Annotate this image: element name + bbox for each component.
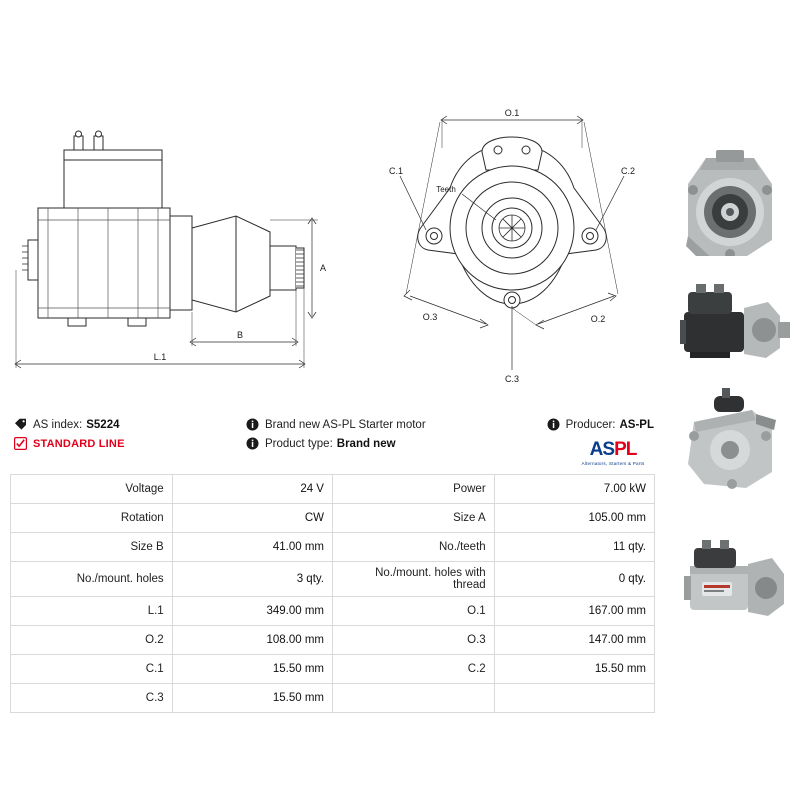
dim-label-C1: C.1 <box>388 166 404 176</box>
description-text: Brand new AS-PL Starter motor <box>265 418 426 431</box>
spec-key: Voltage <box>11 475 173 504</box>
front-view-svg <box>370 108 655 408</box>
spec-key: Size B <box>11 533 173 562</box>
spec-key: O.1 <box>332 597 494 626</box>
producer-group <box>546 418 654 431</box>
spec-key: C.1 <box>11 655 173 684</box>
logo-mark-pl: PL <box>614 439 637 460</box>
table-row <box>11 533 655 562</box>
product-info-block <box>14 418 654 456</box>
product-photo-rear[interactable] <box>660 516 800 656</box>
spec-key: No./mount. holes <box>11 562 173 597</box>
as-pl-logo <box>574 440 652 466</box>
logo-tagline: Alternators, Starters & Parts <box>581 461 645 466</box>
spec-value: 108.00 mm <box>172 626 332 655</box>
dim-label-O3: O.3 <box>422 312 438 322</box>
dim-label-C3: C.3 <box>504 374 520 384</box>
as-index-label: AS index: <box>33 418 83 431</box>
spec-key: Size A <box>332 504 494 533</box>
spec-value: CW <box>172 504 332 533</box>
photo-1-svg <box>660 136 800 276</box>
photo-2-svg <box>660 256 800 396</box>
spec-value-empty <box>494 684 654 713</box>
product-type-value: Brand new <box>336 437 396 450</box>
spec-key: Power <box>332 475 494 504</box>
photo-4-svg <box>660 516 800 656</box>
starter-front-view-drawing <box>370 108 655 408</box>
as-index-value: S5224 <box>86 418 120 431</box>
spec-key: O.2 <box>11 626 173 655</box>
teeth-label: Teeth <box>436 185 456 194</box>
info-icon-product-type <box>246 437 259 450</box>
table-row <box>11 626 655 655</box>
table-row <box>11 684 655 713</box>
technical-drawings <box>0 0 660 400</box>
product-photo-side-black[interactable] <box>660 256 800 396</box>
standard-line-badge: STANDARD LINE <box>33 437 125 450</box>
spec-value: 11 qty. <box>494 533 654 562</box>
producer-value: AS-PL <box>619 418 654 431</box>
spec-key: No./teeth <box>332 533 494 562</box>
spec-key: No./mount. holes with thread <box>332 562 494 597</box>
product-photo-angled[interactable] <box>660 376 800 516</box>
description-group <box>246 418 546 431</box>
spec-value: 147.00 mm <box>494 626 654 655</box>
photo-3-svg <box>660 376 800 516</box>
spec-value: 167.00 mm <box>494 597 654 626</box>
spec-key: C.2 <box>332 655 494 684</box>
spec-value: 41.00 mm <box>172 533 332 562</box>
table-row <box>11 475 655 504</box>
check-square-icon <box>14 437 27 450</box>
spec-value: 0 qty. <box>494 562 654 597</box>
spec-value: 349.00 mm <box>172 597 332 626</box>
product-type-group <box>246 437 546 450</box>
product-photo-front[interactable] <box>660 136 800 276</box>
table-row <box>11 504 655 533</box>
table-row <box>11 562 655 597</box>
standard-line-group <box>14 437 246 450</box>
spec-value: 24 V <box>172 475 332 504</box>
spec-value: 105.00 mm <box>494 504 654 533</box>
spec-value: 15.50 mm <box>494 655 654 684</box>
spec-key: O.3 <box>332 626 494 655</box>
dim-label-O2: O.2 <box>590 314 606 324</box>
dim-label-A: A <box>320 263 327 273</box>
spec-key: Rotation <box>11 504 173 533</box>
spec-key: L.1 <box>11 597 173 626</box>
info-row-primary <box>14 418 654 431</box>
spec-key-empty <box>332 684 494 713</box>
spec-key: C.3 <box>11 684 173 713</box>
spec-value: 7.00 kW <box>494 475 654 504</box>
specifications-table <box>10 474 655 713</box>
dim-label-O1: O.1 <box>504 108 520 118</box>
info-icon-producer <box>547 418 560 431</box>
table-row <box>11 655 655 684</box>
as-index-group <box>14 418 246 431</box>
logo-mark <box>574 440 652 459</box>
table-row <box>11 597 655 626</box>
tag-icon <box>14 418 27 431</box>
logo-mark-as: AS <box>589 439 615 460</box>
dim-label-L1: L.1 <box>153 352 167 362</box>
dim-label-B: B <box>236 330 244 340</box>
info-row-secondary <box>14 437 654 450</box>
spec-value: 15.50 mm <box>172 684 332 713</box>
dim-label-C2: C.2 <box>620 166 636 176</box>
spec-value: 15.50 mm <box>172 655 332 684</box>
starter-side-view-drawing <box>8 120 348 390</box>
producer-label: Producer: <box>565 418 616 431</box>
info-icon <box>246 418 259 431</box>
spec-value: 3 qty. <box>172 562 332 597</box>
side-view-svg <box>8 120 348 390</box>
product-photo-column <box>660 0 800 800</box>
product-type-label: Product type: <box>265 437 333 450</box>
